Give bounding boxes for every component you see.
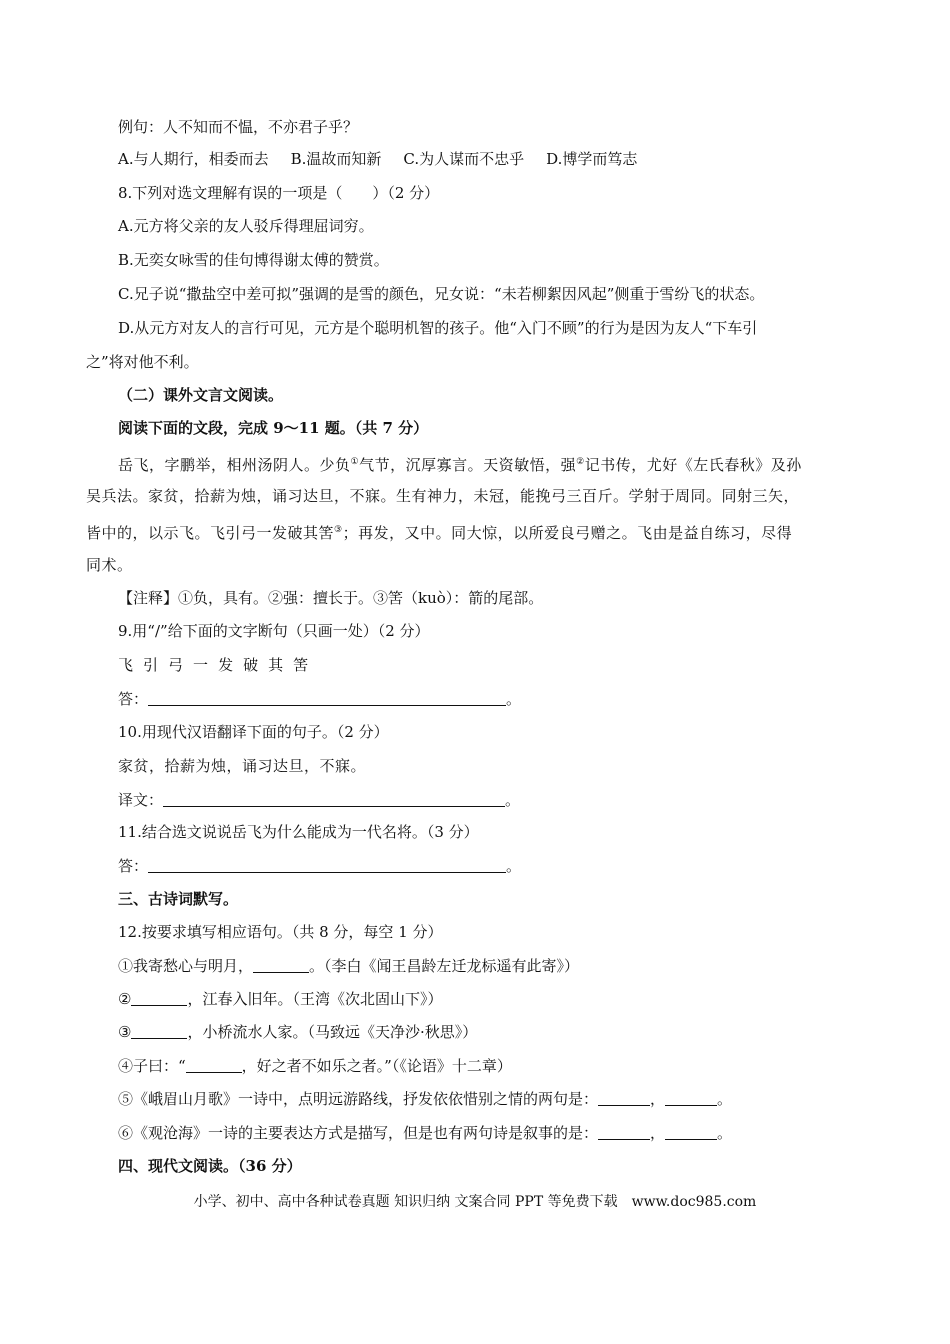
answer-label: 答： [118,857,149,875]
passage-text: 皆中的，以示飞。飞引弓一发破其筈 [86,524,335,542]
q12-stem: 12.按要求填写相应语句。（共 8 分，每空 1 分） [118,923,443,941]
item-text: ， [650,1090,666,1108]
item-text: ，小桥流水人家。（马致远《天净沙·秋思》） [187,1023,478,1041]
section4-title: 四、现代文阅读。（36 分） [118,1157,302,1175]
q8-option-d-line2: 之”将对他不利。 [86,353,199,371]
item-text: ⑤《峨眉山月歌》一诗中，点明远游路线，抒发依依惜别之情的两句是： [118,1090,599,1108]
q8-stem: 8.下列对选文理解有误的一项是（ ）（2 分） [118,184,440,202]
item-text: ④子曰：“ [118,1057,186,1075]
q8-option-b: B.无奕女咏雪的佳句博得谢太傅的赞赏。 [118,251,389,269]
passage-text: 气节，沉厚寡言。天资敏悟，强 [359,456,577,474]
item-text: 。 [717,1124,733,1142]
fill-blank[interactable] [253,957,309,973]
q10-stem: 10.用现代汉语翻译下面的句子。（2 分） [118,723,389,741]
item-text: ， [650,1124,666,1142]
fill-blank[interactable] [598,1124,650,1140]
q8-option-a: A.元方将父亲的友人驳斥得理屈词穷。 [118,217,374,235]
footnote-marker-2: ② [576,457,585,467]
passage-text: 记书传，尤好《左氏春秋》及孙 [584,456,802,474]
q12-item-4 [118,1056,512,1076]
section2-title: （二）课外文言文阅读。 [118,386,284,404]
q7-example: 例句：人不知而不愠，不亦君子乎？ [118,118,359,136]
q12-item-5 [118,1089,732,1109]
item-text: ② [118,990,132,1008]
q8-option-d-line1: D.从元方对友人的言行可见，元方是个聪明机智的孩子。他“入门不顾”的行为是因为友人“下车引 [118,319,758,337]
q10-answer-row [118,790,520,810]
period: 。 [506,857,522,875]
q9-char: 发 [218,656,234,674]
passage-text: 岳飞，字鹏举，相州汤阴人。少负 [118,456,351,474]
q11-answer-blank[interactable] [148,857,506,873]
item-text: 。（李白《闻王昌龄左迁龙标遥有此寄》） [309,957,580,975]
passage-line-2: 吴兵法。家贫，拾薪为烛，诵习达旦，不寐。生有神力，未冠，能挽弓三百斤。学射于周同。同射三矢， [86,487,800,505]
q9-char: 破 [243,656,259,674]
q7-options [118,149,637,169]
answer-label: 译文： [118,791,164,809]
q12-item-2 [118,989,442,1009]
q9-chars [118,655,318,675]
fill-blank[interactable] [186,1057,242,1073]
fill-blank[interactable] [131,1023,187,1039]
q7-option-d: D.博学而笃志 [546,150,638,168]
q9-char: 筈 [293,656,309,674]
fill-blank[interactable] [598,1090,650,1106]
item-text: ，江春入旧年。（王湾《次北固山下》） [187,990,443,1008]
q9-char: 其 [268,656,284,674]
section2-instruction: 阅读下面的文段，完成 9～11 题。（共 7 分） [118,419,429,437]
page-footer: 小学、初中、高中各种试卷真题 知识归纳 文案合同 PPT 等免费下载 www.doc985.com [193,1194,757,1210]
item-text: ⑥《观沧海》一诗的主要表达方式是描写，但是也有两句诗是叙事的是： [118,1124,599,1142]
q8-option-c: C.兄子说“撒盐空中差可拟”强调的是雪的颜色，兄女说：“未若柳絮因风起”侧重于雪纷飞的状态。 [118,285,765,303]
q12-item-1 [118,956,579,976]
passage-line-4: 同术。 [86,556,133,574]
q7-option-b: B.温故而知新 [290,150,382,168]
period: 。 [505,791,521,809]
q9-char: 一 [193,656,209,674]
passage-notes: 【注释】①负，具有。②强：擅长于。③筈（kuò）：箭的尾部。 [118,589,544,607]
q9-char: 飞 [118,656,134,674]
passage-text: ；再发，又中。同大惊，以所爱良弓赠之。飞由是益自练习，尽得 [342,524,793,542]
q11-stem: 11.结合选文说说岳飞为什么能成为一代名将。（3 分） [118,823,479,841]
passage-line-3 [86,520,792,543]
q9-char: 弓 [168,656,184,674]
q12-item-6 [118,1123,732,1143]
footnote-marker-3: ③ [334,525,343,535]
q7-option-a: A.与人期行，相委而去 [118,150,269,168]
item-text: ①我寄愁心与明月， [118,957,254,975]
footnote-marker-1: ① [350,457,360,467]
q9-stem: 9.用“/”给下面的文字断句（只画一处）（2 分） [118,622,430,640]
section3-title: 三、古诗词默写。 [118,890,239,908]
fill-blank[interactable] [131,990,187,1006]
q11-answer-row [118,856,521,876]
period: 。 [506,690,522,708]
q9-char: 引 [143,656,159,674]
answer-label: 答： [118,690,149,708]
item-text: ，好之者不如乐之者。”（《论语》十二章） [241,1057,512,1075]
item-text: 。 [717,1090,733,1108]
q9-answer-row [118,689,521,709]
passage-line-1 [118,452,802,475]
q10-sentence: 家贫，拾薪为烛，诵习达旦，不寐。 [118,757,367,775]
fill-blank[interactable] [665,1090,717,1106]
q12-item-3 [118,1022,477,1042]
q10-answer-blank[interactable] [163,791,505,807]
fill-blank[interactable] [665,1124,717,1140]
q9-answer-blank[interactable] [148,690,506,706]
item-text: ③ [118,1023,132,1041]
q7-option-c: C.为人谋而不忠乎 [403,150,525,168]
